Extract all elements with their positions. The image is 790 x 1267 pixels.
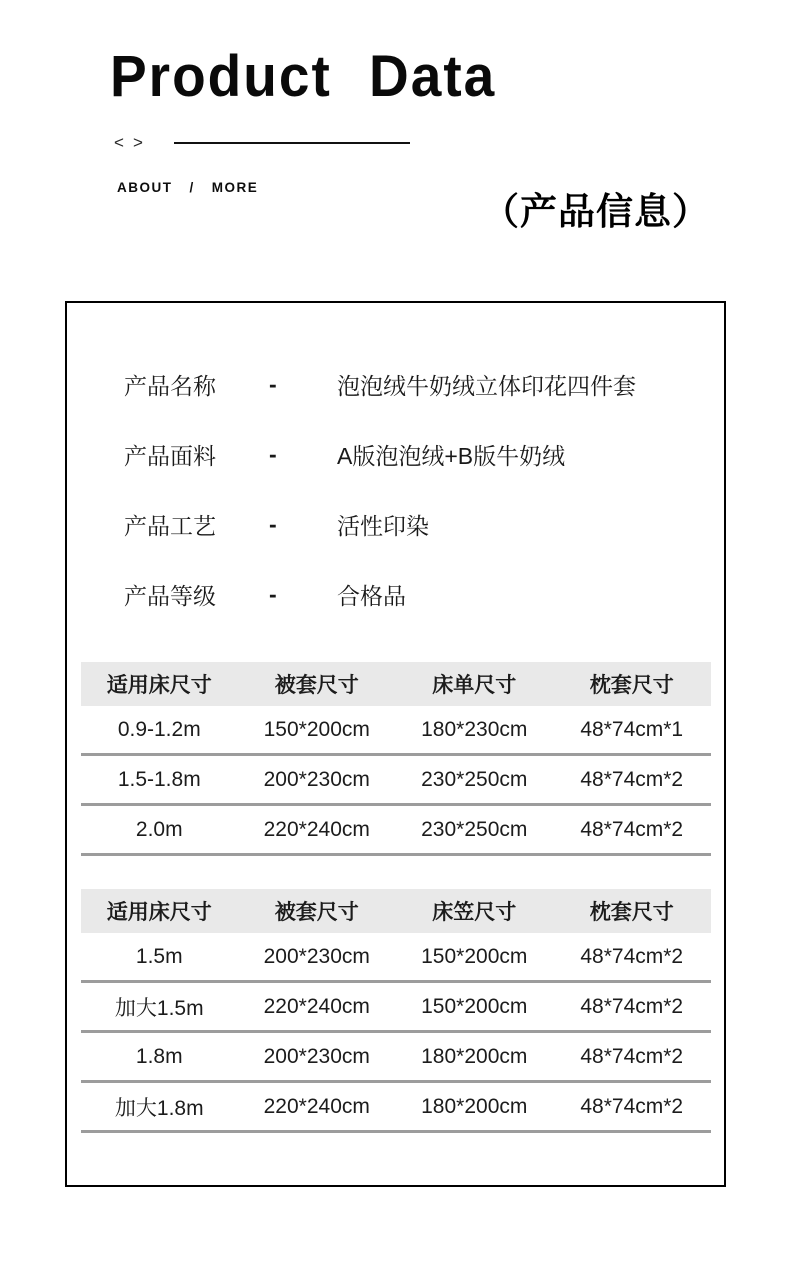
attribute-label: 产品名称 (124, 372, 216, 399)
table-cell: 200*230cm (263, 1044, 370, 1068)
table-cell: 220*240cm (263, 1094, 370, 1118)
attribute-value: A版泡泡绒+B版牛奶绒 (337, 442, 566, 469)
table-row (81, 983, 711, 1033)
column-header: 被套尺寸 (274, 901, 359, 924)
table-cell: 48*74cm*2 (580, 994, 684, 1018)
column-header: 枕套尺寸 (589, 674, 674, 697)
table-cell: 48*74cm*2 (580, 944, 684, 968)
table-row (81, 933, 711, 983)
attribute-value: 合格品 (337, 582, 406, 609)
table-cell: 1.5m (135, 944, 183, 968)
attribute-list (67, 349, 724, 629)
table-cell: 200*230cm (263, 767, 370, 791)
table-cell: 48*74cm*2 (580, 817, 684, 841)
table-row (81, 1033, 711, 1083)
attribute-row-name (67, 349, 724, 419)
about-label: ABOUT (117, 180, 173, 195)
subtitle-product-info: （产品信息） (482, 191, 710, 232)
size-table-flat-sheet (81, 662, 711, 856)
page-title: Product Data (110, 42, 497, 109)
table-cell: 48*74cm*2 (580, 767, 684, 791)
table-row (81, 806, 711, 856)
column-header: 被套尺寸 (274, 674, 359, 697)
table-cell: 220*240cm (263, 994, 370, 1018)
header-divider-line (174, 142, 410, 144)
table-cell: 200*230cm (263, 944, 370, 968)
table-cell: 150*200cm (421, 944, 528, 968)
table-header-row (81, 662, 711, 706)
table-cell: 230*250cm (421, 767, 528, 791)
dash-separator: - (269, 370, 277, 397)
slash-separator: / (189, 180, 195, 195)
attribute-label: 产品面料 (124, 442, 216, 469)
more-label: MORE (211, 180, 259, 195)
table-cell: 加大1.5m (114, 996, 204, 1020)
attribute-value: 泡泡绒牛奶绒立体印花四件套 (337, 372, 636, 399)
dash-separator: - (269, 440, 277, 467)
table-cell: 230*250cm (421, 817, 528, 841)
column-header: 适用床尺寸 (106, 901, 212, 924)
table-cell: 0.9-1.2m (117, 717, 201, 741)
header (0, 0, 790, 301)
dash-separator: - (269, 580, 277, 607)
table-cell: 48*74cm*2 (580, 1044, 684, 1068)
table-cell: 150*200cm (421, 994, 528, 1018)
table-header-row (81, 889, 711, 933)
table-cell: 48*74cm*2 (580, 1094, 684, 1118)
attribute-row-fabric (67, 419, 724, 489)
chevron-right-icon: > (132, 133, 143, 152)
column-header: 枕套尺寸 (589, 901, 674, 924)
attribute-value: 活性印染 (337, 512, 429, 539)
table-cell: 1.5-1.8m (117, 767, 201, 791)
table-row (81, 706, 711, 756)
table-row (81, 756, 711, 806)
dash-separator: - (269, 510, 277, 537)
attribute-row-craft (67, 489, 724, 559)
attribute-label: 产品等级 (124, 582, 216, 609)
column-header: 床单尺寸 (432, 674, 517, 697)
product-info-box (65, 301, 726, 1187)
table-cell: 加大1.8m (114, 1096, 204, 1120)
table-cell: 48*74cm*1 (580, 717, 684, 741)
table-cell: 2.0m (135, 817, 183, 841)
attribute-label: 产品工艺 (124, 512, 216, 539)
table-cell: 1.8m (135, 1044, 183, 1068)
size-table-fitted-sheet (81, 889, 711, 1133)
table-cell: 180*200cm (421, 1044, 528, 1068)
table-cell: 180*230cm (421, 717, 528, 741)
attribute-row-grade (67, 559, 724, 629)
column-header: 床笠尺寸 (432, 901, 517, 924)
table-cell: 220*240cm (263, 817, 370, 841)
chevron-left-icon: < (114, 133, 124, 152)
table-cell: 180*200cm (421, 1094, 528, 1118)
column-header: 适用床尺寸 (106, 674, 212, 697)
table-cell: 150*200cm (263, 717, 370, 741)
carousel-nav (114, 134, 410, 151)
table-row (81, 1083, 711, 1133)
breadcrumb (117, 180, 258, 195)
